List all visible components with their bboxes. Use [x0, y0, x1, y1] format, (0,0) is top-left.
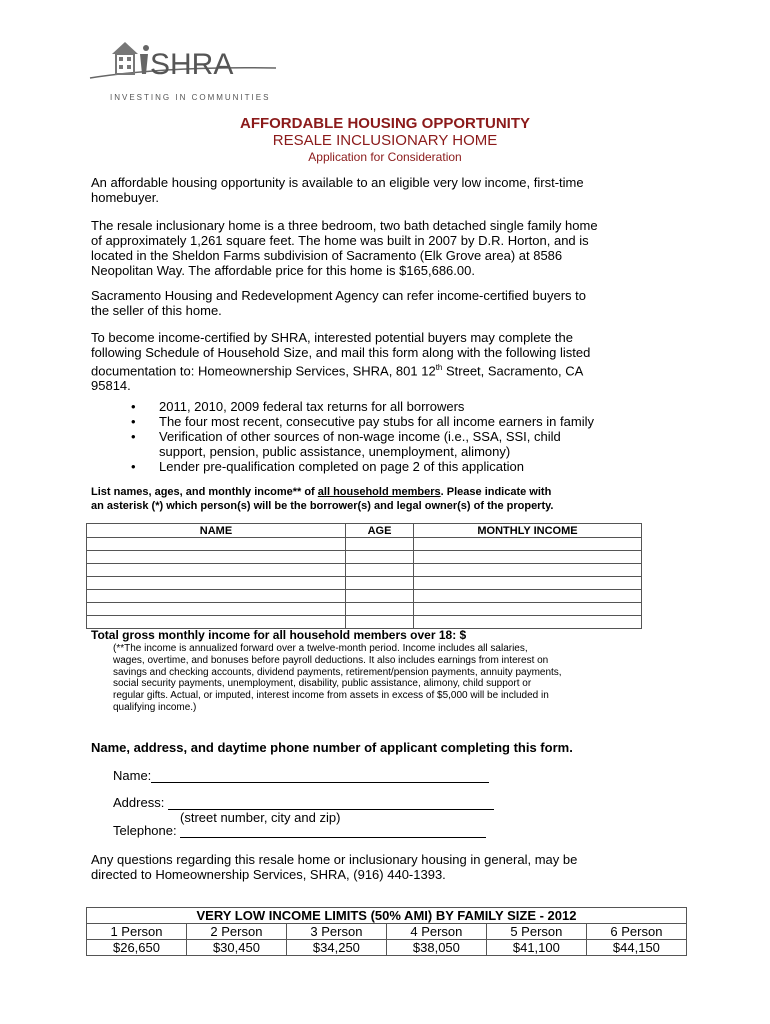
list-item: • Verification of other sources of non-wage income (i.e., SSA, SSI, child	[131, 429, 594, 444]
logo-tagline: INVESTING IN COMMUNITIES	[110, 93, 271, 102]
list-item: • The four most recent, consecutive pay stubs for all income earners in family	[131, 414, 594, 429]
page-subtitle: RESALE INCLUSIONARY HOME	[272, 132, 498, 149]
address-hint: (street number, city and zip)	[180, 810, 341, 825]
table-row[interactable]	[87, 603, 642, 616]
col-name: NAME	[87, 524, 346, 538]
table-row[interactable]	[87, 551, 642, 564]
income-limit: $44,150	[586, 940, 686, 956]
table-row[interactable]	[87, 577, 642, 590]
page-title: AFFORDABLE HOUSING OPPORTUNITY	[239, 115, 530, 132]
family-size: 2 Person	[186, 924, 286, 940]
income-limit: $30,450	[186, 940, 286, 956]
income-limit: $41,100	[486, 940, 586, 956]
table-row[interactable]	[87, 538, 642, 551]
income-limits-table	[86, 907, 687, 956]
intro-paragraph-2: The resale inclusionary home is a three bedroom, two bath detached single family home of approximately 1,261 square feet. The home was built in 2007 by D.R. Horton, and is located in the Sheldon Farms subdivision of Sacramento (Elk Grove area) at 8586 Neopolitan Way. The affordable price for this home is $165,686.00.	[91, 218, 598, 278]
list-item: support, pension, public assistance, unemployment, alimony)	[159, 444, 511, 459]
table-row[interactable]	[87, 616, 642, 629]
address-field[interactable]: Address:	[113, 795, 494, 810]
name-field[interactable]: Name:	[113, 768, 489, 783]
list-item: • 2011, 2010, 2009 federal tax returns for all borrowers	[131, 399, 594, 414]
table-row	[87, 924, 687, 940]
income-limit: $34,250	[286, 940, 386, 956]
applicant-heading: Name, address, and daytime phone number of applicant completing this form.	[91, 740, 573, 755]
family-size: 5 Person	[486, 924, 586, 940]
intro-paragraph-4: To become income-certified by SHRA, interested potential buyers may complete the following Schedule of Household Size, and mail this form along with the following listed documentation to: Homeownership Services, SHRA, 801 12th Street, Sacramento, CA 95814.	[91, 330, 591, 394]
col-age: AGE	[346, 524, 414, 538]
income-note: (**The income is annualized forward over a twelve-month period. Income includes all salaries, wages, overtime, and bonuses before payroll deductions. It also includes earnings from interest on savings and checking accounts, dividend payments, retirement/pension payments, annuity payments, social security payments, unemployment, disability, public assistance, alimony, child support or regular gifts. Actual, or imputed, interest income from assets in excess of $5,000 will be included in qualifying income.)	[113, 643, 562, 713]
documentation-list	[131, 399, 594, 474]
family-size: 3 Person	[286, 924, 386, 940]
limits-title: VERY LOW INCOME LIMITS (50% AMI) BY FAMILY SIZE - 2012	[87, 908, 687, 924]
questions-paragraph: Any questions regarding this resale home or inclusionary housing in general, may be directed to Homeownership Services, SHRA, (916) 440-1393.	[91, 852, 578, 882]
telephone-field[interactable]: Telephone:	[113, 823, 486, 838]
intro-paragraph-3: Sacramento Housing and Redevelopment Agency can refer income-certified buyers to the seller of this home.	[91, 288, 586, 318]
income-limit: $26,650	[87, 940, 187, 956]
list-item: • Lender pre-qualification completed on page 2 of this application	[131, 459, 594, 474]
col-income: MONTHLY INCOME	[414, 524, 642, 538]
family-size: 1 Person	[87, 924, 187, 940]
household-table	[86, 523, 642, 629]
family-size: 4 Person	[386, 924, 486, 940]
income-limit: $38,050	[386, 940, 486, 956]
table-row[interactable]	[87, 590, 642, 603]
total-income-label: Total gross monthly income for all household members over 18: $	[91, 628, 467, 642]
table-row[interactable]	[87, 564, 642, 577]
page-subsubtitle: Application for Consideration	[308, 150, 462, 164]
svg-text:SHRA: SHRA	[150, 48, 234, 81]
household-instructions: List names, ages, and monthly income** of all household members. Please indicate with an asterisk (*) which person(s) will be the borrower(s) and legal owner(s) of the property.	[91, 486, 554, 512]
intro-paragraph-1: An affordable housing opportunity is available to an eligible very low income, first-time homebuyer.	[91, 175, 584, 205]
family-size: 6 Person	[586, 924, 686, 940]
table-row	[87, 940, 687, 956]
